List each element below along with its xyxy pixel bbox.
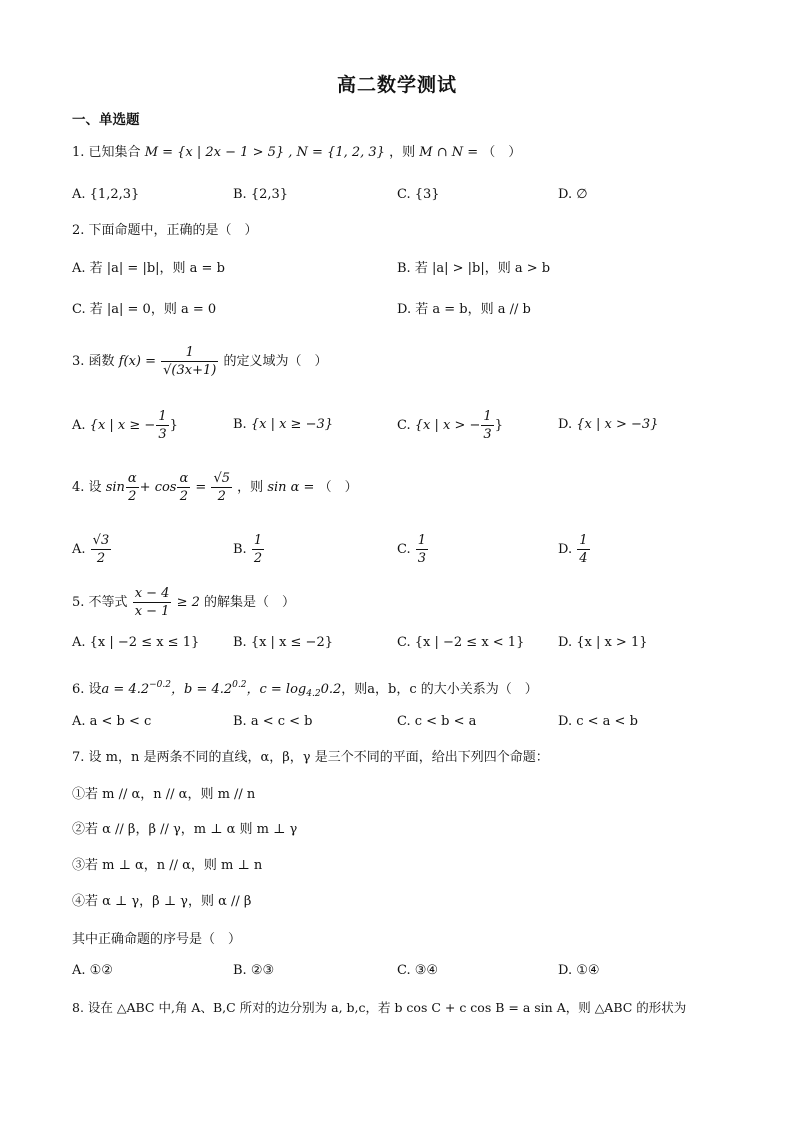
fraction-denominator: x − 1	[134, 604, 170, 619]
option-letter: A.	[72, 542, 86, 557]
q4-option-a[interactable]	[72, 532, 112, 567]
exponent: −0.2	[149, 680, 171, 690]
q4-option-c[interactable]	[397, 532, 429, 567]
fraction	[91, 532, 112, 567]
fraction-denominator: 2	[179, 489, 189, 504]
q7-option-d[interactable]: D. ①④	[558, 963, 600, 978]
question-text: ，则a，b，c 的大小关系为（ ）	[341, 682, 538, 697]
fraction-numerator: α	[179, 471, 189, 486]
fraction-denominator: 2	[128, 489, 137, 504]
question-text: 的解集是（ ）	[204, 595, 296, 610]
log-base: 4.2	[306, 689, 321, 699]
math-expression: M = {x | 2x − 1 > 5} , N = {1, 2, 3}	[144, 145, 385, 160]
q1-option-c[interactable]: C. {3}	[397, 187, 440, 202]
math-expression: M ∩ N =	[419, 145, 479, 160]
option-letter: D.	[558, 417, 573, 432]
question-3-stem	[72, 344, 328, 379]
q3-option-a[interactable]	[72, 408, 178, 443]
option-math: }	[494, 418, 503, 433]
question-7-stem: 7. 设 m，n 是两条不同的直线，α，β，γ 是三个不同的平面，给出下列四个命题：	[72, 750, 549, 765]
question-2-stem: 2. 下面命题中，正确的是（ ）	[72, 223, 258, 238]
question-text: 6. 设	[72, 682, 102, 697]
question-text: 的定义域为（ ）	[223, 354, 328, 369]
fraction	[481, 408, 493, 443]
question-text: 3. 函数	[72, 354, 115, 369]
fraction-denominator: 3	[417, 551, 427, 566]
q5-option-a[interactable]: A. {x | −2 ≤ x ≤ 1}	[72, 635, 200, 650]
question-text: ，则	[389, 145, 416, 160]
proposition-1: ①若 m // α，n // α，则 m // n	[72, 787, 256, 802]
fraction-numerator: 1	[158, 409, 167, 424]
option-math: {x | x > −3}	[576, 417, 659, 432]
math-expression: sin	[105, 480, 125, 495]
math-expression: sin α =	[267, 480, 315, 495]
fraction-denominator: 3	[483, 427, 492, 442]
q2-option-c[interactable]: C. 若 |a| = 0，则 a = 0	[72, 302, 217, 317]
fraction-denominator: 2	[96, 551, 106, 566]
question-text: 1. 已知集合	[72, 145, 141, 160]
answer-blank: （ ）	[482, 145, 522, 160]
exponent: 0.2	[232, 680, 247, 690]
question-6-stem	[72, 675, 538, 704]
option-letter: B.	[233, 417, 247, 432]
question-4-stem	[72, 470, 358, 505]
fraction-numerator: x − 4	[134, 586, 170, 601]
q2-option-d[interactable]: D. 若 a = b，则 a // b	[397, 302, 531, 317]
q3-option-d[interactable]	[558, 415, 658, 435]
option-math: {x | x ≥ −	[89, 418, 156, 433]
page-title: 高二数学测试	[336, 74, 457, 96]
q1-option-d[interactable]: D. ∅	[558, 187, 588, 202]
fraction	[252, 532, 264, 567]
math-expression: ，b = 4.2	[171, 682, 233, 697]
q4-option-b[interactable]	[233, 532, 265, 567]
option-math: {x | x ≥ −3}	[250, 417, 333, 432]
fraction-denominator: 2	[253, 551, 263, 566]
proposition-2: ②若 α // β，β // γ，m ⊥ α 则 m ⊥ γ	[72, 822, 298, 837]
question-text: 4. 设	[72, 480, 102, 495]
q7-option-a[interactable]: A. ①②	[72, 963, 113, 978]
q5-option-d[interactable]: D. {x | x > 1}	[558, 635, 648, 650]
q5-option-b[interactable]: B. {x | x ≤ −2}	[233, 635, 333, 650]
q3-option-b[interactable]	[233, 415, 333, 435]
q6-option-b[interactable]: B. a < c < b	[233, 714, 313, 729]
q6-option-c[interactable]: C. c < b < a	[397, 714, 477, 729]
fraction-denominator: 4	[579, 551, 588, 566]
math-expression: 0.2	[320, 682, 342, 697]
math-expression: ≥ 2	[176, 595, 200, 610]
option-letter: B.	[233, 542, 247, 557]
q1-option-a[interactable]: A. {1,2,3}	[72, 187, 140, 202]
fraction-denominator: 2	[217, 489, 226, 504]
fraction-numerator: √5	[213, 471, 231, 486]
fraction-numerator: √3	[92, 533, 110, 548]
option-math: }	[169, 418, 178, 433]
question-7-ask: 其中正确命题的序号是（ ）	[72, 932, 242, 947]
fraction	[577, 532, 589, 567]
q4-option-d[interactable]	[558, 532, 591, 567]
proposition-3: ③若 m ⊥ α，n // α，则 m ⊥ n	[72, 858, 263, 873]
option-math: {x | x > −	[414, 418, 481, 433]
question-5-stem	[72, 585, 295, 620]
option-letter: C.	[397, 542, 411, 557]
q5-option-c[interactable]: C. {x | −2 ≤ x < 1}	[397, 635, 525, 650]
fraction-numerator: 1	[483, 409, 492, 424]
q3-option-c[interactable]	[397, 408, 503, 443]
fraction-numerator: 1	[253, 533, 263, 548]
fraction	[161, 344, 218, 379]
fraction-denominator: √(3x+1)	[163, 363, 217, 378]
question-1-stem	[72, 143, 521, 163]
math-expression: f(x) =	[118, 354, 156, 369]
fraction-numerator: 1	[417, 533, 427, 548]
math-expression: a = 4.2	[101, 682, 150, 697]
fraction	[126, 470, 139, 505]
proposition-4: ④若 α ⊥ γ，β ⊥ γ，则 α // β	[72, 894, 252, 909]
answer-blank: （ ）	[318, 480, 358, 495]
q2-option-a[interactable]: A. 若 |a| = |b|，则 a = b	[72, 261, 225, 276]
fraction	[416, 532, 428, 567]
math-expression: =	[195, 480, 207, 495]
option-letter: A.	[72, 418, 86, 433]
fraction	[133, 585, 172, 620]
fraction	[211, 470, 232, 505]
question-text: 5. 不等式	[72, 595, 128, 610]
q6-option-d[interactable]: D. c < a < b	[558, 714, 638, 729]
section-heading: 一、单选题	[72, 112, 140, 128]
fraction-numerator: 1	[161, 344, 218, 362]
fraction-denominator: 3	[158, 427, 167, 442]
q7-option-c[interactable]: C. ③④	[397, 963, 439, 978]
fraction	[177, 470, 190, 505]
q2-option-b[interactable]: B. 若 |a| > |b|，则 a > b	[397, 261, 551, 276]
q6-option-a[interactable]: A. a < b < c	[72, 714, 152, 729]
math-expression: ，c = log	[246, 682, 307, 697]
question-8-stem: 8. 设在 △ABC 中,角 A、B,C 所对的边分别为 a, b,c，若 b cos C + c cos B = a sin A，则 △ABC 的形状为	[72, 1000, 687, 1015]
math-expression: + cos	[139, 480, 177, 495]
q1-option-b[interactable]: B. {2,3}	[233, 187, 289, 202]
fraction	[156, 408, 168, 443]
question-text: ，则	[237, 480, 264, 495]
option-letter: C.	[397, 418, 411, 433]
fraction-numerator: 1	[579, 533, 588, 548]
fraction-numerator: α	[127, 471, 137, 486]
q7-option-b[interactable]: B. ②③	[233, 963, 275, 978]
option-letter: D.	[558, 542, 573, 557]
